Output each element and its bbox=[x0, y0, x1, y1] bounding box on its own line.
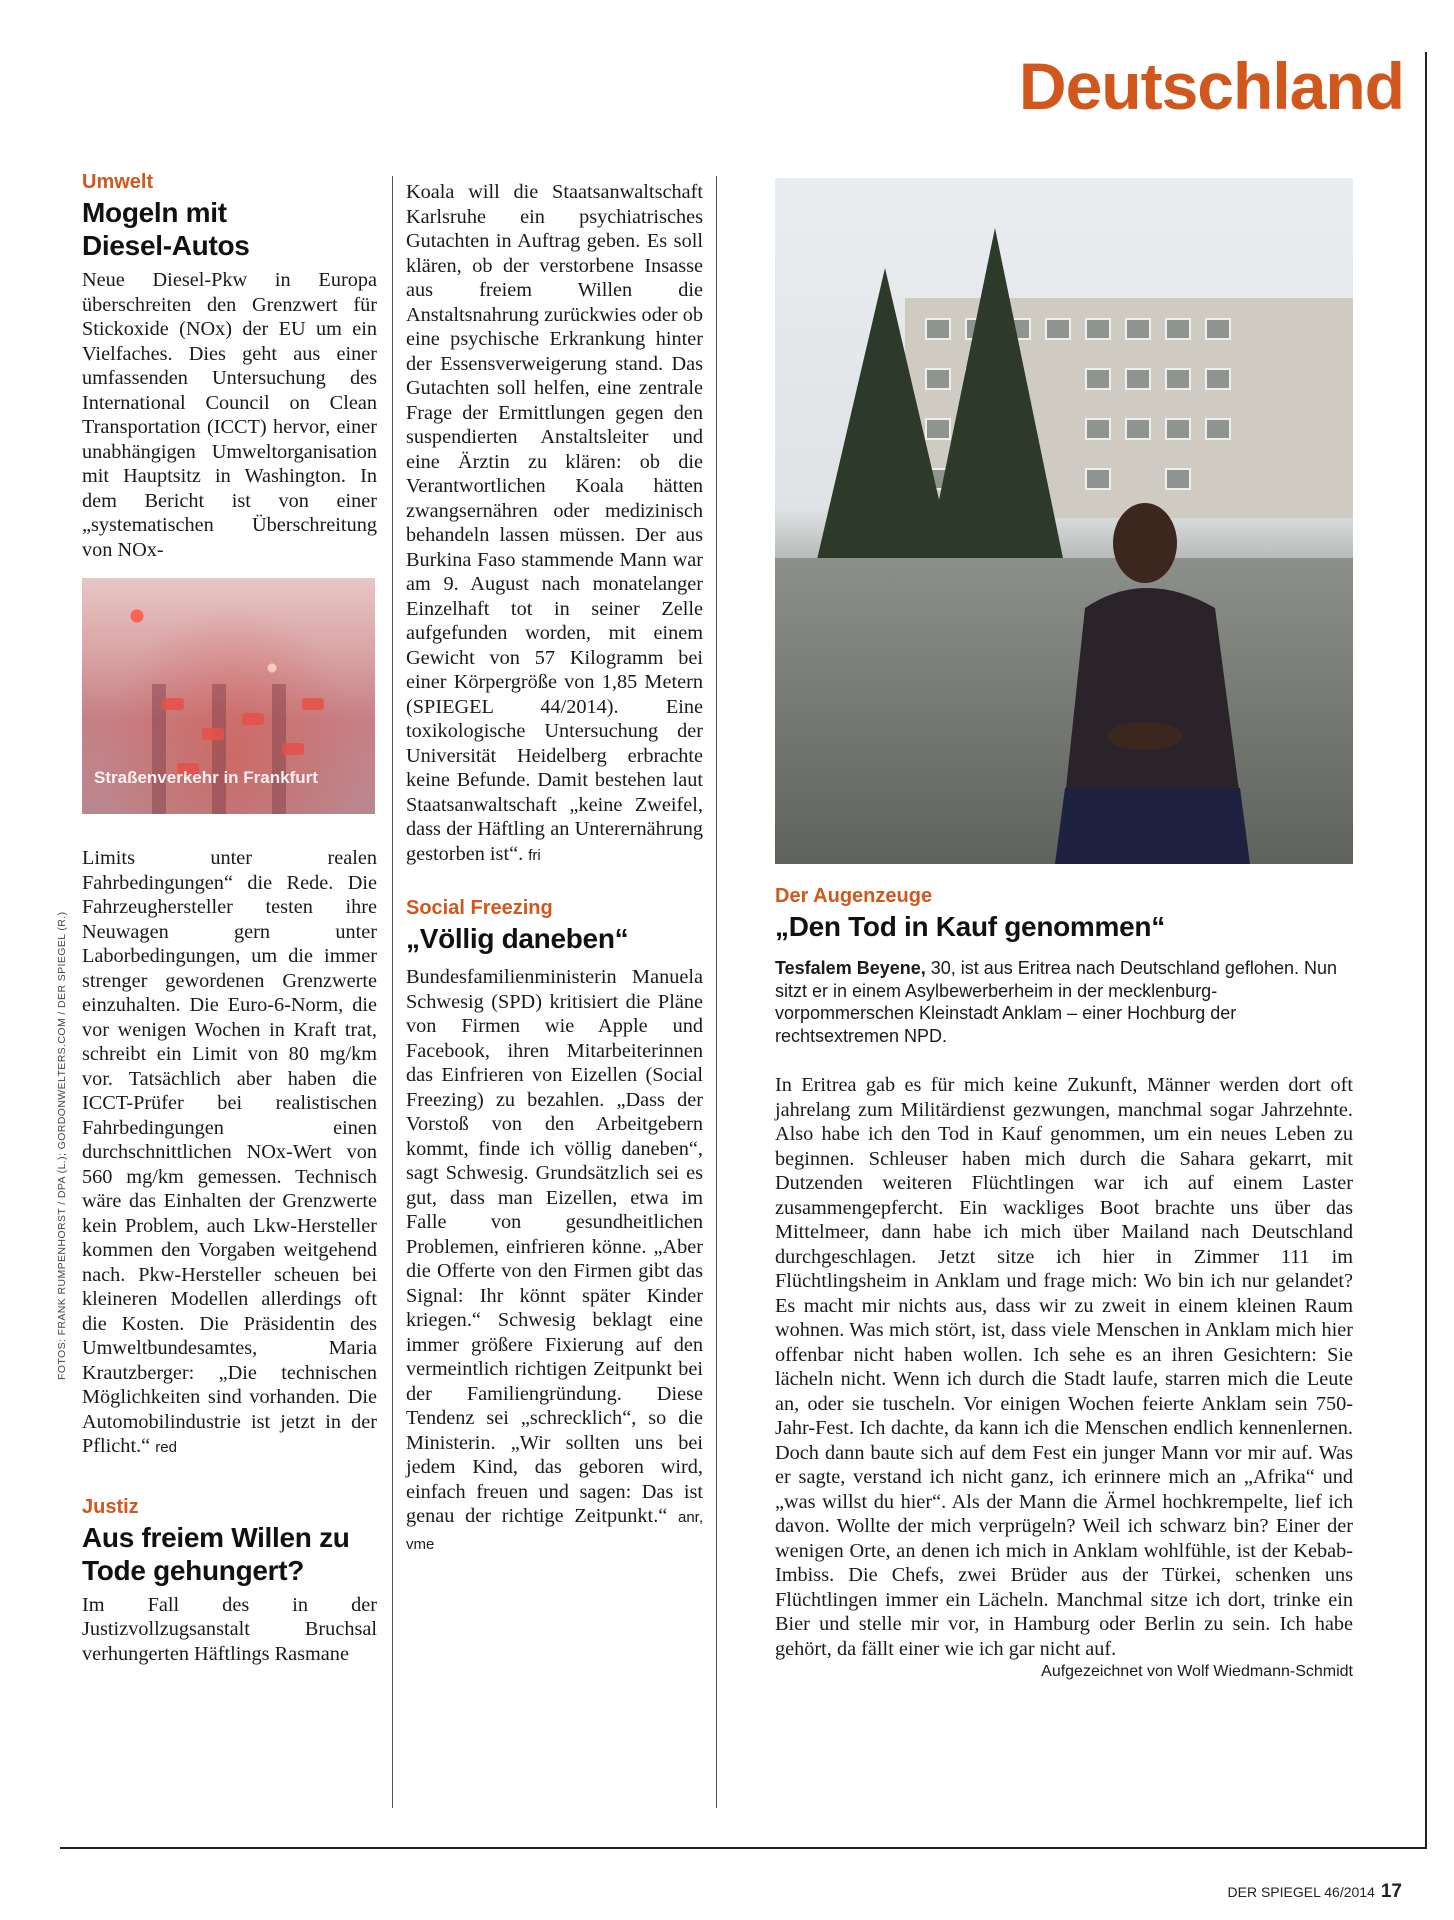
author-signature: red bbox=[155, 1439, 177, 1456]
section-title: Deutschland bbox=[1018, 49, 1404, 123]
author-signature: anr, vme bbox=[406, 1509, 704, 1553]
article-body-social-freezing-text: Bundesfamilienministerin Manuela Schwesig (SPD) kritisiert die Pläne von Firmen wie Apple und Facebook, ihren Mitarbeiterinnen das Einfrieren von Eizellen (Social Freezing) zu bezahlen. „Dass der Vorstoß von den Arbeitgebern kommt, finde ich völlig daneben“, sagt Schwesig. Grundsätzlich sei es gut, dass man Eizellen, etwa im Falle von gesundheitlichen Problemen, einfrieren könne. „Aber die Offerte von den Firmen gibt das Signal: Ihr könnt später Kinder kriegen.“ Schwesig beklagt eine immer größere Fixierung auf den vermeintlich richtigen Zeitpunkt bei der Familiengründung. Diese Tendenz sei „schrecklich“, so die Ministerin. „Wir sollten uns bei jedem Kind, das geboren wird, einfach freuen und sagen: Das ist genau der richtige Zeitpunkt.“ bbox=[406, 966, 703, 1527]
headline-social-freezing: „Völlig daneben“ bbox=[406, 923, 629, 954]
article-social-freezing bbox=[406, 896, 703, 1557]
article-environment bbox=[82, 170, 377, 1461]
traffic-photo-caption: Straßenverkehr in Frankfurt bbox=[94, 768, 318, 787]
traffic-photo bbox=[82, 578, 375, 814]
article-body-justiz-part2 bbox=[406, 180, 703, 868]
kicker-social-freezing: Social Freezing bbox=[406, 897, 553, 919]
column-rule-1 bbox=[392, 176, 393, 1808]
article-body-diesel-part2 bbox=[82, 846, 377, 1461]
kicker-augenzeuge: Der Augenzeuge bbox=[775, 885, 933, 907]
portrait-photo bbox=[775, 178, 1353, 864]
article-body-justiz-text: Koala will die Staatsanwaltschaft Karlsruhe ein psychiatrisches Gutachten in Auftrag geben. Es soll klären, ob der verstorbene Insasse aus freiem Willen die Anstaltsnahrung zurückwies oder ob eine psychische Erkrankung hinter der Essensverweigerung stand. Das Gutachten soll helfen, eine zentrale Frage der Ermittlungen gegen den suspendierten Anstaltsleiter und eine Ärztin zu klären: ob die Verantwortlichen Koala hätten zwangsernähren oder medizinisch behandeln lassen müssen. Der aus Burkina Faso stammende Mann war am 9. August nach monatelanger Einzelhaft tot in seiner Zelle aufgefunden worden, mit einem Gewicht von 57 Kilogramm bei einer Körpergröße von 1,85 Metern (SPIEGEL 44/2014). Eine toxikologische Untersuchung der Universität Heidelberg erbrachte keine Befunde. Damit bestehen laut Staatsanwaltschaft „keine Zweifel, dass der Häftling an Unterernährung gestorben ist“. bbox=[406, 181, 703, 865]
headline-diesel: Mogeln mit Diesel-Autos bbox=[82, 197, 250, 261]
magazine-issue: DER SPIEGEL 46/2014 bbox=[1227, 1884, 1375, 1900]
intro-text: 30, ist aus Eritrea nach Deutschland geflohen. Nun sitzt er in einem Asylbewerberheim in der mecklenburg-vorpommerschen Kleinstadt Anklam – einer Hochburg der rechtsextremen NPD. bbox=[775, 958, 1337, 1046]
article-body-social-freezing bbox=[406, 965, 703, 1557]
page-frame-right bbox=[1425, 52, 1427, 1847]
column-2 bbox=[406, 180, 703, 1557]
column-rule-2 bbox=[716, 176, 717, 1808]
page-frame-bottom bbox=[60, 1847, 1427, 1849]
author-signature: fri bbox=[528, 846, 541, 864]
column-3 bbox=[775, 884, 1353, 1681]
page-footer bbox=[1228, 1881, 1402, 1903]
article-body-diesel-text: Limits unter realen Fahrbedingungen“ die Rede. Die Fahrzeughersteller testen ihre Neuwagen gern unter Laborbedingungen, um die immer strenger gewordenen Grenzwerte einzuhalten. Die Euro-6-Norm, die vor wenigen Wochen in Kraft trat, schreibt ein Limit von 80 mg/km vor. Tatsächlich aber haben die ICCT-Prüfer bei realistischen Fahrbedingungen einen durchschnittlichen NOx-Wert von 560 mg/km gemessen. Technisch wäre das Einhalten der Grenzwerte kein Problem, auch Lkw-Hersteller kommen den Vorgaben weitgehend nach. Pkw-Hersteller scheuen bei kleineren Modellen allerdings oft die Kosten. Die Präsidentin des Umweltbundesamtes, Maria Krautzberger: „Die technischen Möglichkeiten sind vorhanden. Die Automobilindustrie ist jetzt in der Pflicht.“ bbox=[82, 847, 377, 1457]
article-body-augenzeuge: In Eritrea gab es für mich keine Zukunft, Männer werden dort oft jahrelang zum Militärdienst gezwungen, manchmal sogar Jahrzehnte. Also habe ich den Tod in Kauf genommen, um ein neues Leben zu beginnen. Schleuser haben mich durch die Sahara gekarrt, mit Dutzenden weiteren Flüchtlingen war ich auf einem Laster zusammengepfercht. Ein wackliges Boot brachte uns über das Mittelmeer, dann habe ich mich über Mailand nach Deutschland durchgeschlagen. Jetzt sitze ich hier in Zimmer 111 im Flüchtlingsheim in Anklam und frage mich: Wo bin ich nur gelandet? Es macht mir nichts aus, dass wir zu zweit in einem kleinen Raum wohnen. Was mich stört, ist, dass viele Menschen in Anklam mich hier offenbar nicht haben wollen. Ich sehe es an ihren Gesichtern: Sie lächeln nicht. Wenn ich durch die Stadt laufe, starren mich die Leute an, oder sie tuscheln. Vor einigen Wochen feierte Anklam sein 750-Jahr-Fest. Ich dachte, da kann ich die Menschen endlich kennenlernen. Doch dann baute sich auf dem Fest ein junger Mann vor mir auf. Was er sagte, verstand ich nicht ganz, ich erinnere mich an „Afrika“ und „was willst du hier“. Als der Mann die Ärmel hochkrempelte, lief ich davon. Wollte der mich verprügeln? Weil ich schwarz bin? Einer der wenigen Orte, an denen ich mich in Anklam wohlfühle, ist der Kebab-Imbiss. Die Chefs, zwei Brüder aus der Türkei, schenken uns Flüchtlingen immer ein Lächeln. Manchmal sitze ich dort, trinke ein Bier und stelle mir vor, in Hamburg oder Berlin zu sein. Ich habe gehört, da fällt einer wie ich gar nicht auf. bbox=[775, 1074, 1353, 1660]
photo-credit: FOTOS: FRANK RUMPENHORST / DPA (L.); GORDONWELTERS.COM / DER SPIEGEL (R.) bbox=[56, 911, 68, 1380]
column-1 bbox=[82, 170, 377, 1666]
article-body-justiz-part1: Im Fall des in der Justizvollzugsanstalt Bruchsal verhungerten Häftlings Rasmane bbox=[82, 1593, 377, 1665]
interviewee-name: Tesfalem Beyene, bbox=[775, 958, 926, 978]
kicker-umwelt: Umwelt bbox=[82, 171, 154, 193]
byline: Aufgezeichnet von Wolf Wiedmann-Schmidt bbox=[1041, 1663, 1353, 1680]
article-intro bbox=[775, 957, 1353, 1047]
page-number: 17 bbox=[1380, 1881, 1402, 1902]
kicker-justiz: Justiz bbox=[82, 1495, 139, 1518]
headline-justiz: Aus freiem Willen zu Tode gehungert? bbox=[82, 1521, 350, 1586]
headline-augenzeuge: „Den Tod in Kauf genommen“ bbox=[775, 911, 1165, 942]
article-justice bbox=[82, 1495, 377, 1667]
article-body-diesel-part1: Neue Diesel-Pkw in Europa überschreiten den Grenzwert für Stickoxide (NOx) der EU um ein Vielfaches. Dies geht aus einer umfassenden Untersuchung des International Council on Clean Transportation (ICCT) hervor, einer unabhängigen Umweltorganisation mit Hauptsitz in Washington. In dem Bericht ist von einer „systematischen Überschreitung von NOx- bbox=[82, 269, 377, 561]
